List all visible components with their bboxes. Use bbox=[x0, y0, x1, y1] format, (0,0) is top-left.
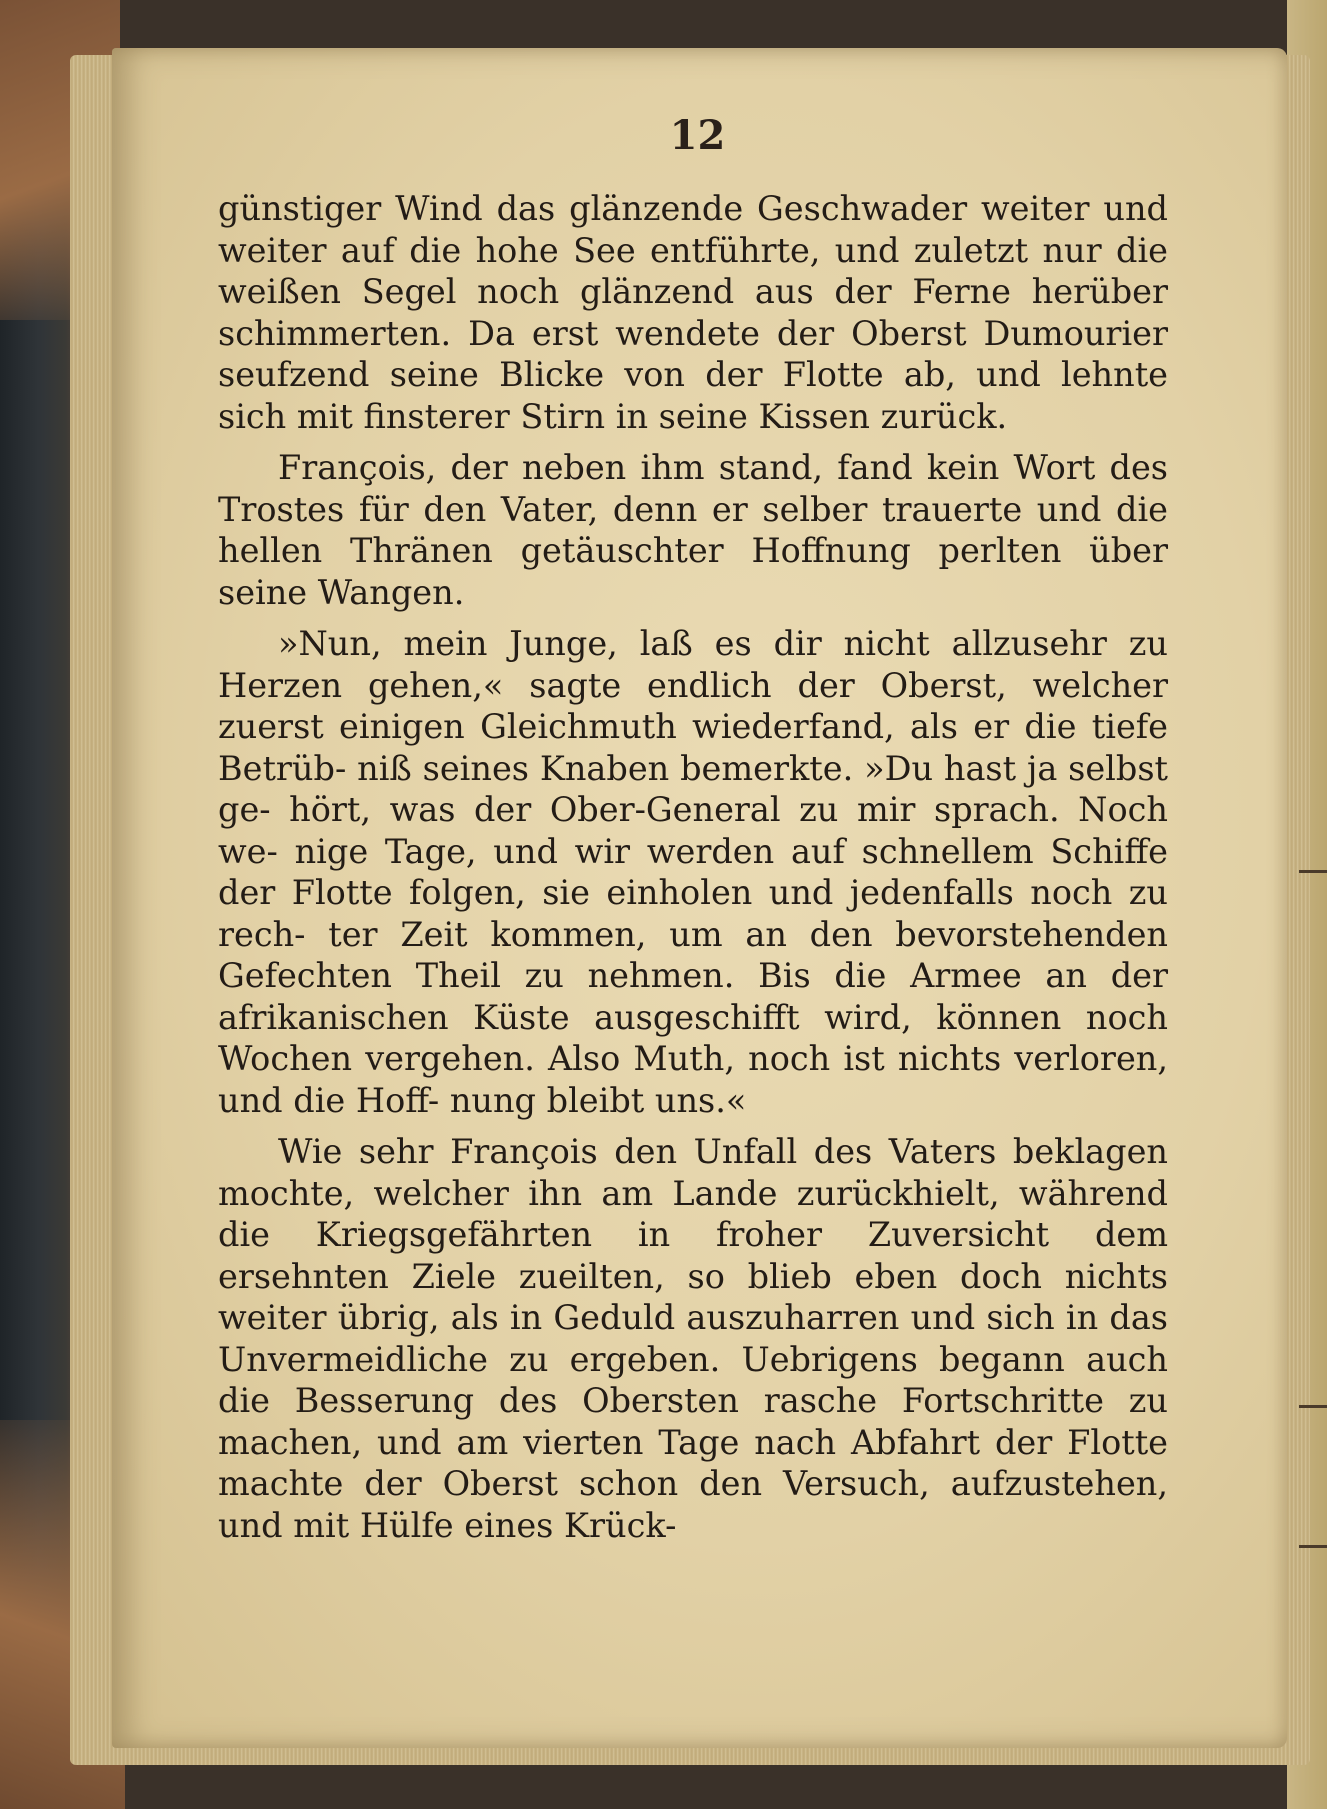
paragraph-2: François, der neben ihm stand, fand kein Wort des Trostes für den Vater, denn er selber trauerte und die hellen Thränen getäuschter Hoffnung perlten über seine Wangen. bbox=[218, 448, 1168, 612]
page-tab-mark bbox=[1299, 870, 1327, 873]
paragraph-4: Wie sehr François den Unfall des Vaters beklagen mochte, welcher ihn am Lande zurückhielt, während die Kriegsgefährten in froher Zuversicht dem ersehnten Ziele zueilten, so blieb eben doch nichts weiter übrig, als in Geduld auszuharren und sich in das Unvermeidliche zu ergeben. Uebrigens begann auch die Besserung des Obersten rasche Fortschritte zu machen, und am vierten Tage nach Abfahrt der Flotte machte der Oberst schon den Versuch, aufzustehen, und mit Hülfe eines Krück- bbox=[218, 1132, 1168, 1545]
paragraph-3: »Nun, mein Junge, laß es dir nicht allzusehr zu Herzen gehen,« sagte endlich der Oberst, welcher zuerst einigen Gleichmuth wiederfand, als er die tiefe Betrüb- niß seines Knaben bemerkte. »Du hast ja selbst ge- hört, was der Ober-General zu mir sprach. Noch we- nige Tage, und wir werden auf schnellem Schiffe der Flotte folgen, sie einholen und jedenfalls noch zu rech- ter Zeit kommen, um an den bevorstehenden Gefechten Theil zu nehmen. Bis die Armee an der afrikanischen Küste ausgeschifft wird, können noch Wochen vergehen. Also Muth, noch ist nichts verloren, und die Hoff- nung bleibt uns.« bbox=[218, 624, 1168, 1120]
page-text bbox=[218, 188, 1168, 1556]
paragraph-1: günstiger Wind das glänzende Geschwader weiter und weiter auf die hohe See entführte, und zuletzt nur die weißen Segel noch glänzend aus der Ferne herüber schimmerten. Da erst wendete der Oberst Dumourier seufzend seine Blicke von der Flotte ab, und lehnte sich mit finsterer Stirn in seine Kissen zurück. bbox=[218, 189, 1168, 436]
page-tab-mark bbox=[1299, 1405, 1327, 1408]
page-tab-mark bbox=[1299, 1545, 1327, 1548]
page-number: 12 bbox=[669, 112, 726, 159]
